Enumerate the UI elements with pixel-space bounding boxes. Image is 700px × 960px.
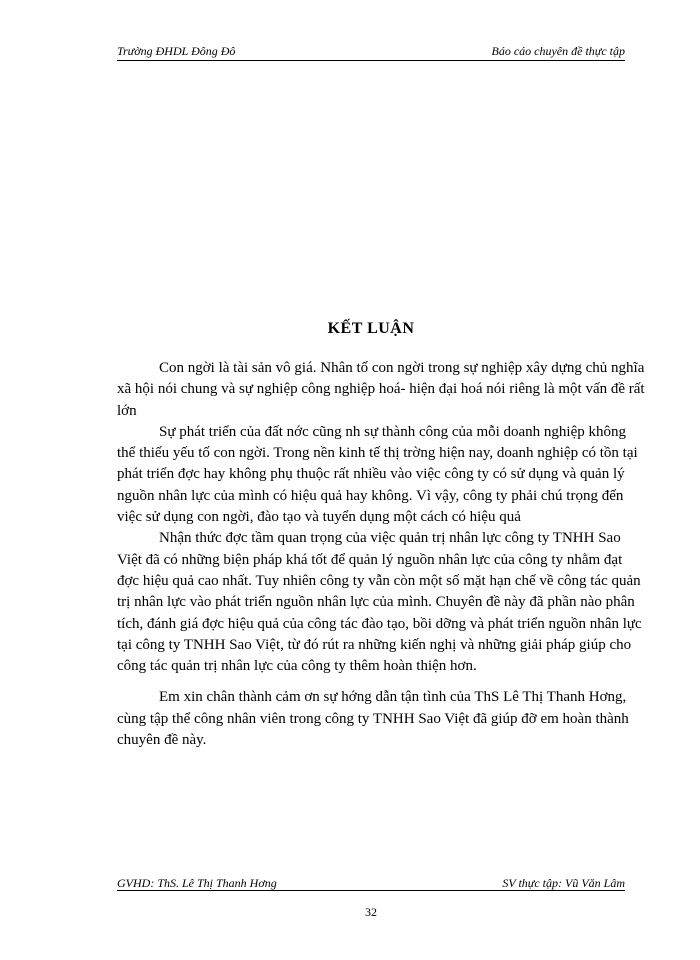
paragraph-4: Em xin chân thành cảm ơn sự hớng dẫn tận tình của ThS Lê Thị Thanh Hơng, cùng tập thể công nhân viên trong công ty TNHH Sao Việt đã giúp đỡ em hoàn thành chuyên đề này. [117, 689, 629, 749]
section-title: KẾT LUẬN [327, 320, 415, 337]
footer-student: SV thực tập: Vũ Văn Lâm [502, 876, 625, 890]
header-report-title: Báo cáo chuyên đề thực tập [491, 44, 625, 58]
header-school: Trường ĐHDL Đông Đô [117, 44, 236, 58]
footer-supervisor: GVHD: ThS. Lê Thị Thanh Hơng [117, 876, 277, 890]
page-header [117, 44, 625, 61]
paragraph-1: Con ngời là tài sản vô giá. Nhân tố con ngời trong sự nghiệp xây dựng chủ nghĩa xã hội nói chung và sự nghiệp công nghiệp hoá- hiện đại hoá nói riêng là một vấn đề rất lớn [117, 360, 645, 419]
page-number: 32 [365, 905, 377, 919]
paragraph-3: Nhận thức đợc tầm quan trọng của việc quản trị nhân lực công ty TNHH Sao Việt đã có những biện pháp khá tốt để quản lý nguồn nhân lực của công ty nhằm đạt đợc hiệu quả cao nhất. Tuy nhiên công ty vẫn còn một số mặt hạn chế về công tác quản trị nhân lực vào phát triển nguồn nhân lực của mình. Chuyên đề này đã phần nào phân tích, đánh giá đợc hiệu quả của công tác đào tạo, bồi dỡng và phát triển nguồn nhân lực tại công ty TNHH Sao Việt, từ đó rút ra những kiến nghị và những giải pháp giúp cho công tác quản trị nhân lực của công ty thêm hoàn thiện hơn. [117, 530, 642, 675]
conclusion-body [117, 358, 647, 751]
paragraph-2: Sự phát triển của đất nớc cũng nh sự thành công của mỗi doanh nghiệp không thể thiếu yếu tố con ngời. Trong nền kinh tế thị trờng hiện nay, doanh nghiệp có tồn tại phát triển đợc hay không phụ thuộc rất nhiều vào việc công ty có sử dụng và quản lý nguồn nhân lực của mình có hiệu quả hay không. Vì vậy, công ty phải chú trọng đến việc sử dụng con ngời, đào tạo và tuyển dụng một cách có hiệu quả [117, 423, 638, 526]
